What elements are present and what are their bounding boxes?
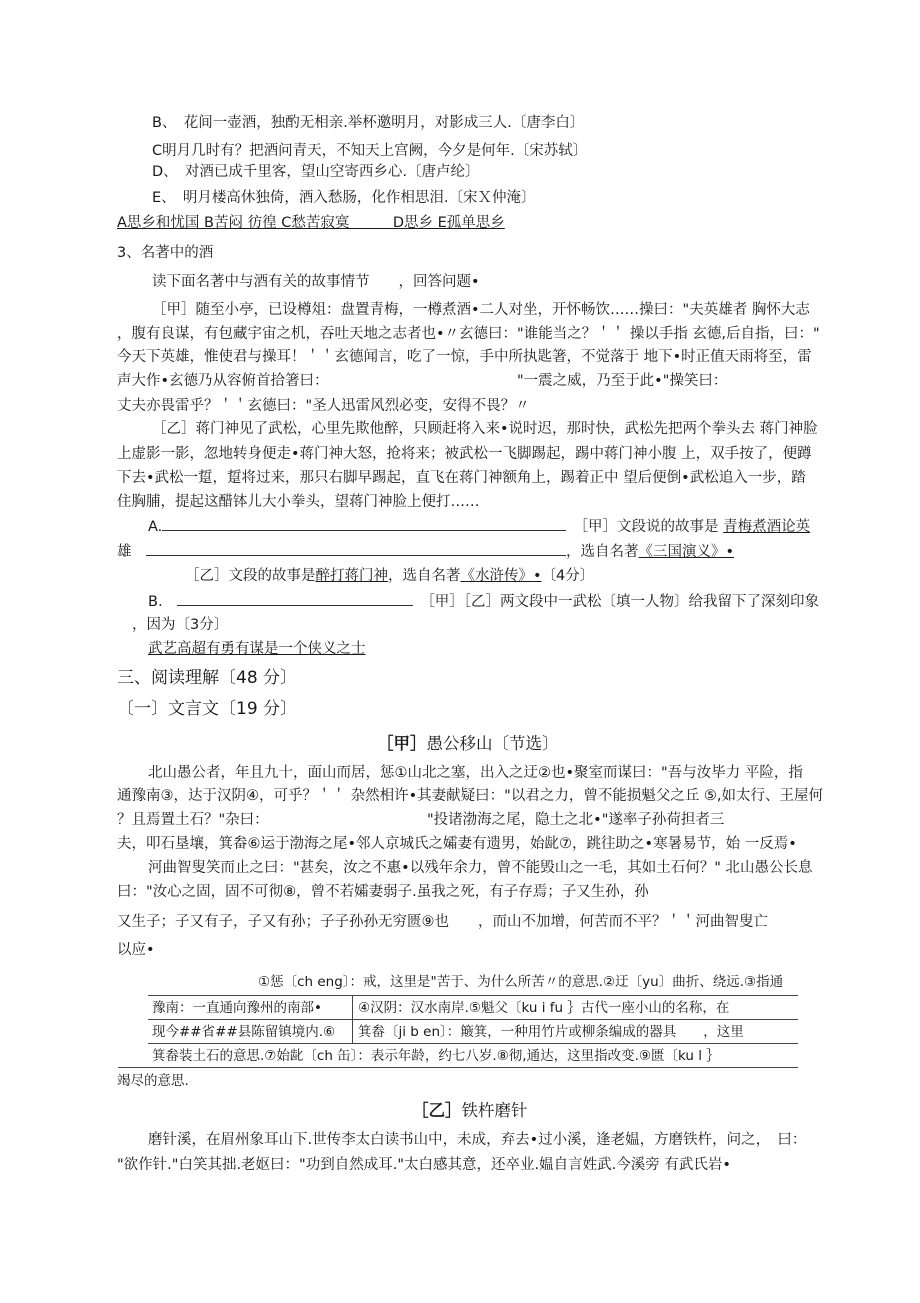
jia-passage-title-text: 愚公移山〔节选〕: [426, 734, 559, 753]
question-a-line-2: [117, 541, 734, 562]
section3-instruction: 读下面名著中与酒有关的故事情节 ，回答问题•: [152, 274, 480, 290]
notes-rule-3: [148, 1043, 798, 1044]
jia-line-5: 丈夫亦畏雷乎？＇＇玄德曰："圣人迅雷风烈必变，安得不畏？〃: [117, 398, 530, 414]
question-b-label: B.: [148, 594, 163, 610]
part3-sub1: 〔一〕文言文〔19 分〕: [117, 699, 298, 719]
notes-rule-1: [148, 995, 798, 996]
answer-blank-b[interactable]: [177, 591, 413, 606]
note-line-5: 竭尽的意思.: [117, 1073, 189, 1089]
answer-a4: 《水浒传》•: [460, 568, 542, 584]
answer-blank-a1[interactable]: [162, 516, 566, 531]
jia-line-4b: "一震之威，乃至于此•"操笑曰：: [517, 373, 728, 389]
question-b-text: ［甲］［乙］两文段中一武松〔填一人物〕给我留下了深刻印象: [427, 594, 820, 610]
question-b-line-2: ，因为〔3分〕: [132, 617, 229, 633]
question-a-line-3: [185, 566, 594, 586]
notes-rule-4: [118, 1067, 798, 1068]
yugong-line-6: 曰："汝心之固，固不可彻⑧，曾不若孀妻弱子.虽我之死，有子存焉；子又生孙，孙: [117, 884, 649, 900]
yi-passage-title: [412, 1101, 528, 1121]
note-line-4: 箕畚装土石的意思.⑦始龀〔ch 缶〕：表示年龄，约七八岁.⑧彻,通达，这里指改变.⑨匮〔ku l ｝: [152, 1048, 720, 1064]
yugong-line-8: 以应•: [117, 942, 155, 958]
part3-heading: 三、阅读理解〔48 分〕: [117, 668, 298, 688]
yugong-line-1: 北山愚公者，年且九十，面山而居，惩①山北之塞，出入之迂②也•聚室而谋曰："吾与汝毕力 平险，指: [148, 765, 803, 781]
note-line-2a: 豫南：一直通向豫州的南部•: [152, 1000, 322, 1016]
question-a-text-3a: ［乙］文段的故事是: [185, 568, 316, 584]
yi-passage-title-text: 铁杵磨针: [461, 1101, 528, 1120]
question-a-text-2a: 雄: [117, 544, 132, 560]
notes-divider: [352, 995, 353, 1043]
yugong-line-5: 河曲智叟笑而止之曰："甚矣，汝之不惠•以残年余力，曾不能毁山之一毛，其如土石何？" 北山愚公长息: [148, 860, 813, 876]
answer-b: 武艺高超有勇有谋是一个侠义之士: [148, 641, 366, 657]
answer-a2: 《三国演义》•: [638, 544, 735, 560]
yi-line-1: ［乙］蒋门神见了武松，心里先欺他醉，只顾赶将入来•说时迟，那时快，武松先把两个拳头去 蒋门神脸: [152, 421, 818, 437]
yi-line-4: 住胸脯，提起这醋钵儿大小拳头，望蒋门神脸上便打……: [117, 494, 480, 510]
tiechu-line-2: "欲作针."白笑其拙.老妪曰："功到自然成耳."太白感其意，还卒业.媪自言姓武.今溪旁 有武氏岩•: [117, 1157, 731, 1173]
question-a-text-2b: ，选自名著: [566, 544, 639, 560]
question-a-text-1: ［甲］文段说的故事是: [580, 519, 724, 535]
notes-rule-2: [148, 1019, 798, 1020]
question-a-score: 〔4分〕: [541, 568, 595, 584]
jia-passage-title: [377, 734, 559, 754]
note-line-3a: 现今##省##县陈留镇境内.⑥: [152, 1024, 336, 1040]
yugong-line-7: 又生子；子又有子，子又有孙；子子孙孙无穷匮⑨也 ，而山不加增，何苦而不平？＇＇河曲智叟亡: [117, 914, 768, 930]
yi-line-2: 上虚影一影，忽地转身便走•蒋门神大怒，抢将来；被武松一飞脚踢起，踢中蒋门神小腹 上，双手按了，便蹲: [117, 446, 812, 462]
poem-b: B、 花间一壶酒，独酌无相亲.举杯邀明月，对影成三人.〔唐李白〕: [152, 115, 585, 131]
poem-answer: A思乡和忧国 B苦闷 彷徨 C愁苦寂寞 D思乡 E孤单思乡: [117, 215, 505, 231]
poem-e: E、 明月楼高休独倚，酒入愁肠，化作相思泪.〔宋Ｘ仲淹〕: [152, 190, 536, 206]
question-a-text-3b: ，选自名著: [388, 568, 461, 584]
yi-passage-mark: ［乙］: [412, 1101, 462, 1120]
poem-d: D、 对酒已成千里客，望山空寄西乡心.〔唐卢纶〕: [152, 164, 480, 180]
jia-passage-mark: ［甲］: [377, 734, 427, 753]
yugong-line-3a: ？且焉置土石？"杂曰：: [117, 812, 269, 828]
jia-line-3: 今天下英雄，惟使君与操耳！＇＇玄德闻言，吃了一惊，手中所执匙箸，不觉落于 地下•时正值天雨将至，雷: [117, 349, 812, 365]
jia-line-4a: 声大作•玄德乃从容俯首拾箸曰：: [117, 373, 329, 389]
yugong-line-4: 夫，叩石垦壤，箕畚⑥运于渤海之尾•邻人京城氏之孀妻有遗男，始龀⑦，跳往助之•寒暑易节，始 一反焉•: [117, 836, 797, 852]
question-a-line-1: [148, 516, 810, 537]
answer-a3: 醉打蒋门神: [315, 568, 388, 584]
answer-blank-a2[interactable]: [146, 541, 566, 556]
note-line-1: ①惩〔ch eng〕：戒，这里是"苦于、为什么所苦〃的意思.②迂〔yu〕曲折、绕远.③指通: [258, 974, 784, 990]
question-a-label: A.: [148, 519, 163, 535]
poem-c: C明月几时有？把酒问青天，不知天上宫阙，今夕是何年.〔宋苏轼〕: [152, 143, 588, 159]
yi-line-3: 下去•武松一踅，踅将过来，那只右脚早踢起，直飞在蒋门神额角上，踢着正中 望后便倒•武松追入一步，踏: [117, 470, 806, 486]
question-b-line-1: [148, 591, 819, 612]
yugong-line-2: 通豫南③，达于汉阴④，可乎？＇＇ 杂然相许•其妻献疑曰："以君之力，曾不能损魁父之丘 ⑤,如太行、王屋何: [117, 788, 824, 804]
note-line-2b: ④汉阴：汉水南岸.⑤魁父〔ku i fu ｝古代一座小山的名称，在: [358, 1000, 730, 1016]
jia-line-1: ［甲］随至小亭，已设樽俎：盘置青梅，一樽煮酒•二人对坐，开怀畅饮……操曰："夫英雄者 胸怀大志: [152, 302, 810, 318]
section3-heading: 3、名著中的酒: [117, 245, 214, 261]
tiechu-line-1: 磨针溪，在眉州象耳山下.世传李太白读书山中，未成，弃去•过小溪，逢老媪，方磨铁杵，问之， 曰：: [148, 1132, 807, 1148]
answer-a1: 青梅煮酒论英: [723, 519, 811, 535]
jia-line-2: ，腹有良谋，有包藏宇宙之机，吞吐天地之志者也•〃玄德曰："谁能当之？＇＇ 操以手指 玄德,后自指，曰：": [117, 326, 820, 342]
yugong-line-3b: "投诸渤海之尾，隐土之北•"遂率子孙荷担者三: [427, 812, 725, 828]
note-line-3b: 箕畚〔ji b en〕：簸箕，一种用竹片或柳条编成的器具 ，这里: [358, 1024, 744, 1040]
